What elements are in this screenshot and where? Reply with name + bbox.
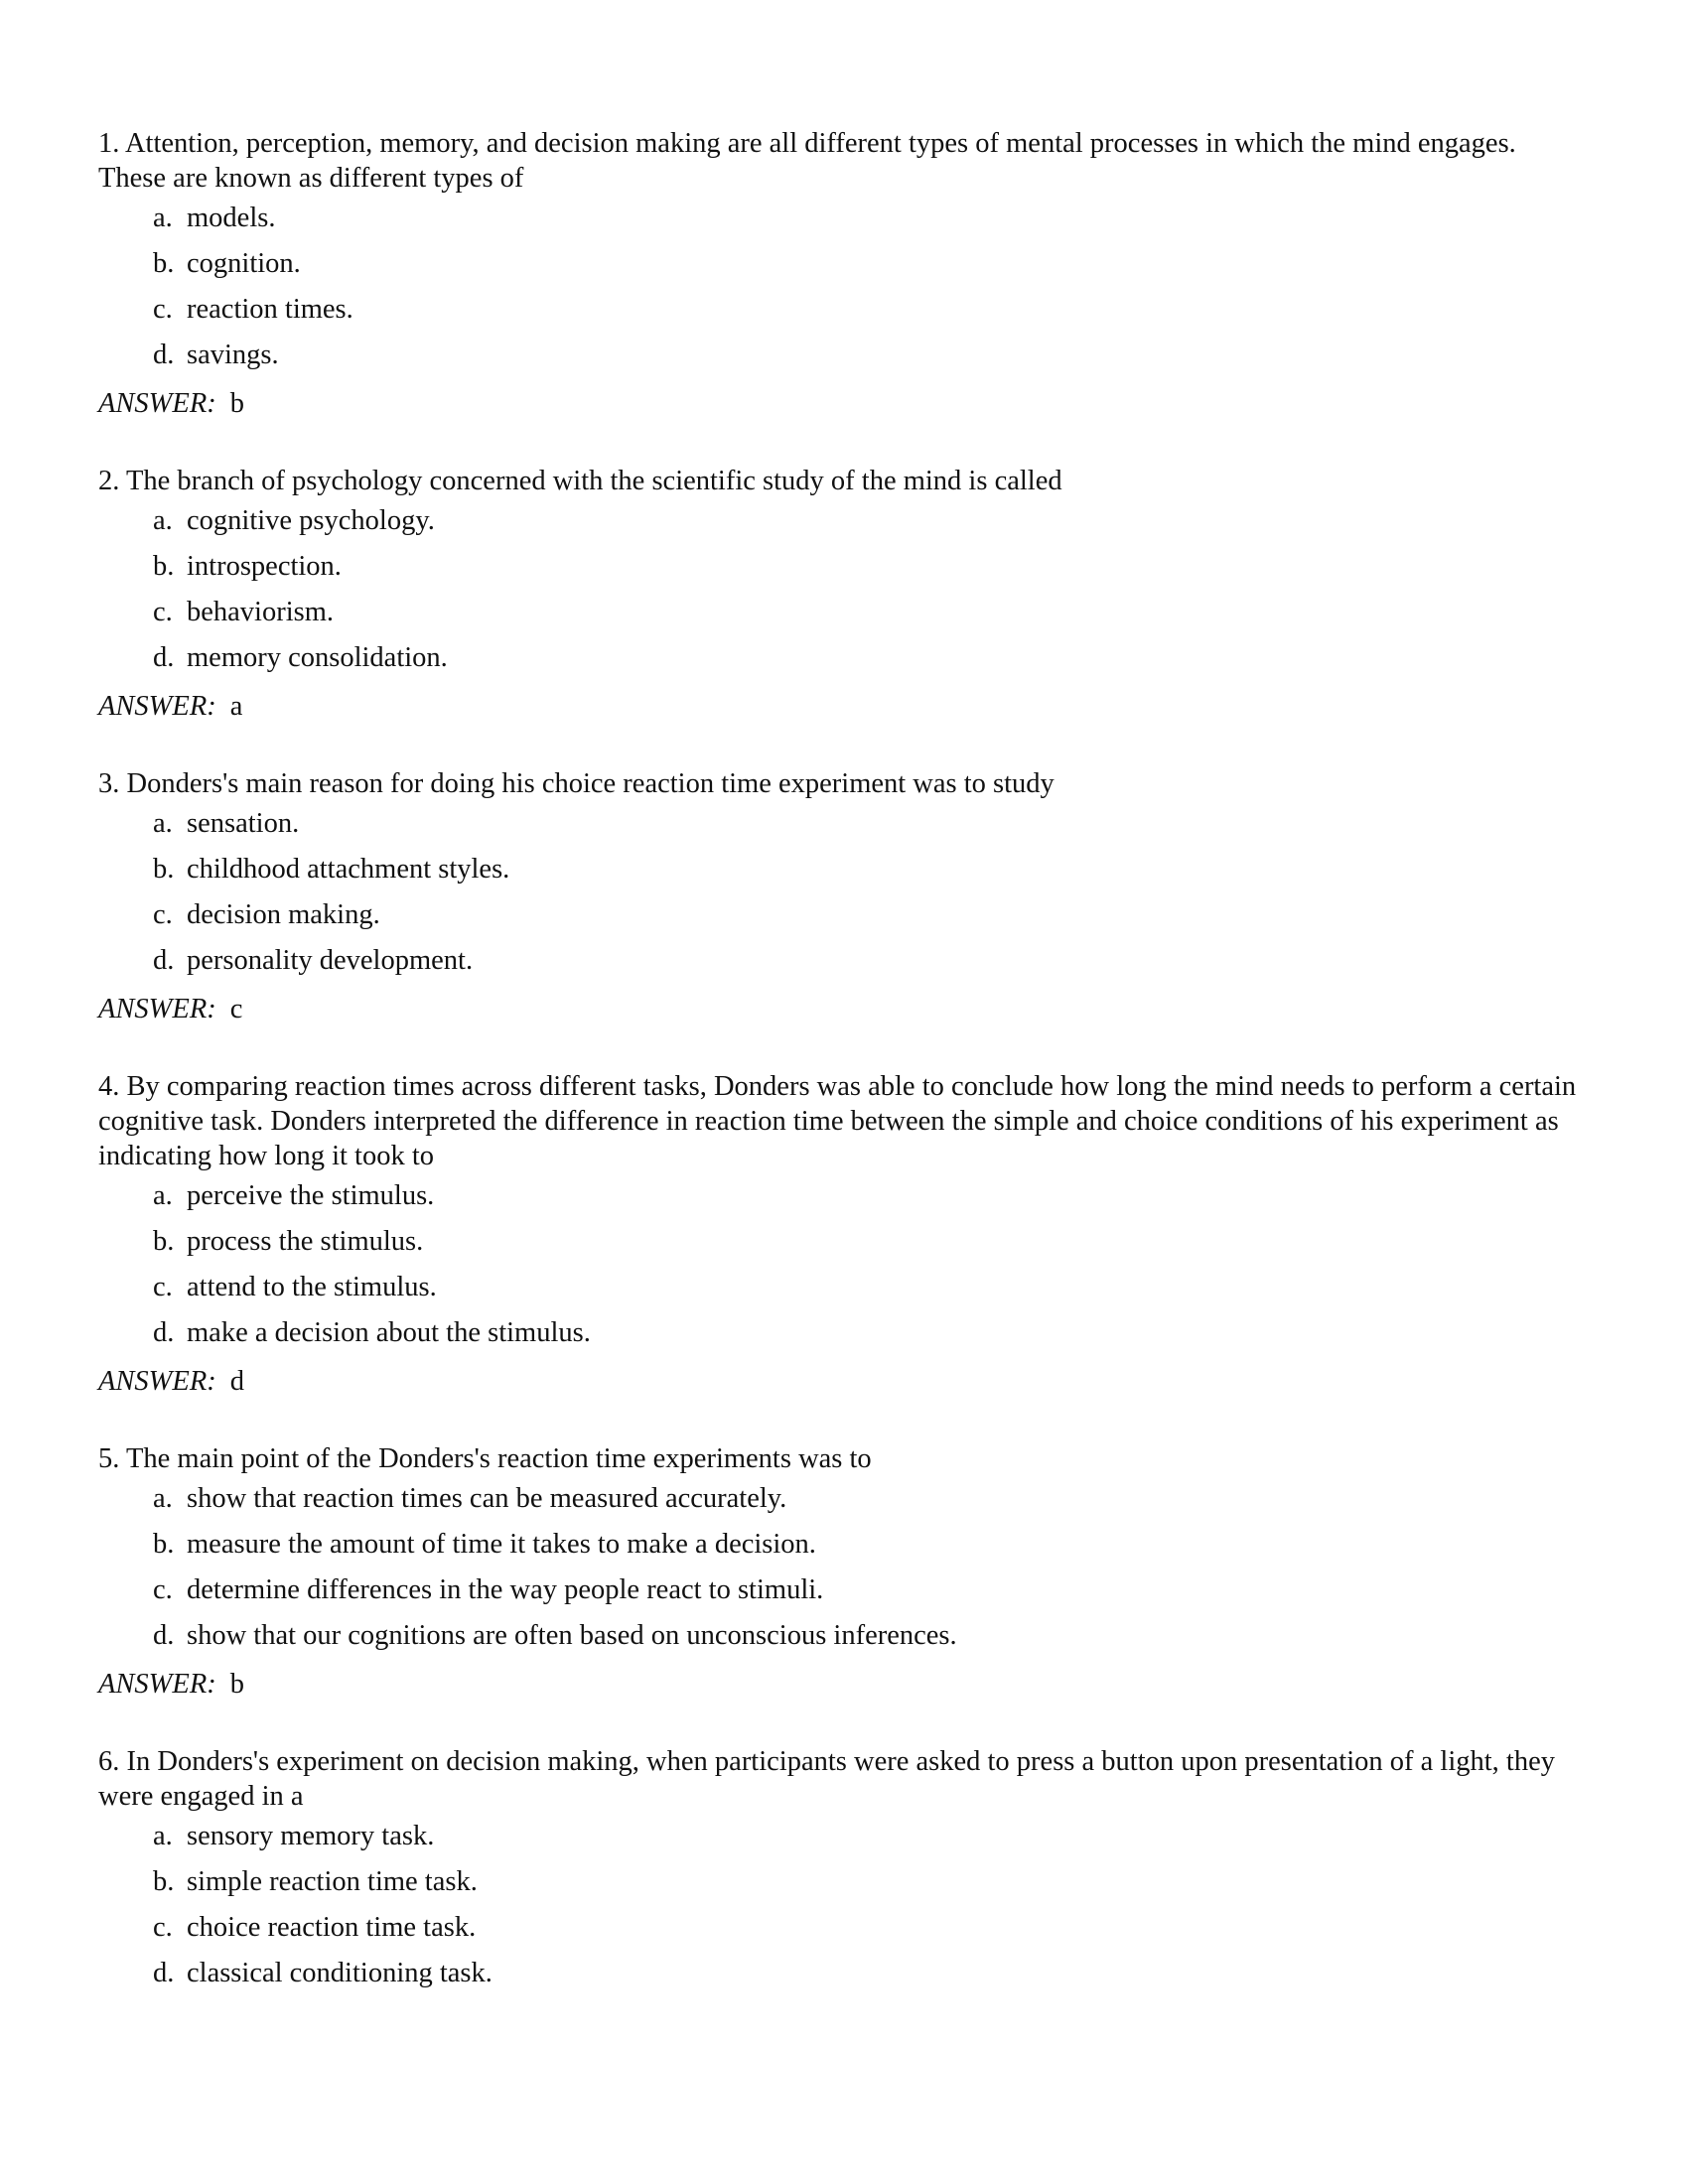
option-text: process the stimulus. xyxy=(187,1226,424,1257)
option-letter: a. xyxy=(153,1483,173,1514)
option-letter: c. xyxy=(153,294,173,325)
question-text: The branch of psychology concerned with the scientific study of the mind is called xyxy=(126,466,1062,496)
question-number: 4. xyxy=(98,1071,120,1102)
answer-option xyxy=(98,1522,1578,1568)
answer-option xyxy=(98,1814,1578,1859)
option-letter: c. xyxy=(153,1912,173,1943)
answer-option xyxy=(98,287,1578,333)
answer-option xyxy=(98,498,1578,544)
answer-value: b xyxy=(229,1669,244,1700)
question-text: Donders's main reason for doing his choice reaction time experiment was to study xyxy=(126,768,1055,799)
option-letter: d. xyxy=(153,642,175,673)
option-text: personality development. xyxy=(187,945,474,976)
answer-key xyxy=(98,684,1578,730)
option-text: choice reaction time task. xyxy=(187,1912,477,1943)
option-letter: c. xyxy=(153,899,173,930)
answer-label: ANSWER: xyxy=(98,388,216,419)
option-letter: d. xyxy=(153,340,175,370)
option-letter: c. xyxy=(153,597,173,627)
question-3 xyxy=(98,766,1578,1032)
answer-option xyxy=(98,1905,1578,1951)
option-letter: d. xyxy=(153,1317,175,1348)
question-4 xyxy=(98,1069,1578,1405)
question-stem xyxy=(98,1744,1578,1814)
question-stem xyxy=(98,766,1578,801)
option-text: cognition. xyxy=(187,248,301,279)
option-text: models. xyxy=(187,203,276,233)
answer-value: a xyxy=(229,691,243,722)
option-text: sensation. xyxy=(187,808,300,839)
answer-value: d xyxy=(229,1366,244,1397)
answer-option xyxy=(98,1476,1578,1522)
option-letter: a. xyxy=(153,1180,173,1211)
option-letter: a. xyxy=(153,808,173,839)
answer-option xyxy=(98,333,1578,378)
question-6 xyxy=(98,1744,1578,1996)
question-stem xyxy=(98,1069,1578,1173)
answer-option xyxy=(98,590,1578,635)
question-number: 6. xyxy=(98,1746,120,1777)
question-number: 3. xyxy=(98,768,120,799)
answer-option xyxy=(98,635,1578,681)
answer-option xyxy=(98,892,1578,938)
option-text: behaviorism. xyxy=(187,597,335,627)
question-stem xyxy=(98,1441,1578,1476)
question-text: In Donders's experiment on decision making, when participants were asked to press a button upon presentation of a light, they were engaged in a xyxy=(98,1746,1555,1812)
answer-key xyxy=(98,1359,1578,1405)
option-letter: c. xyxy=(153,1574,173,1605)
option-text: decision making. xyxy=(187,899,380,930)
answer-value: b xyxy=(229,388,244,419)
answer-option xyxy=(98,1310,1578,1356)
option-letter: b. xyxy=(153,248,175,279)
question-text: By comparing reaction times across different tasks, Donders was able to conclude how long the mind needs to perform a certain cognitive task. Donders interpreted the difference in reaction time between the simple and choice conditions of his experiment as indicating how long it took to xyxy=(98,1071,1577,1171)
option-letter: d. xyxy=(153,1958,175,1988)
option-text: memory consolidation. xyxy=(187,642,448,673)
answer-option xyxy=(98,1173,1578,1219)
answer-option xyxy=(98,1859,1578,1905)
answer-label: ANSWER: xyxy=(98,691,216,722)
option-text: classical conditioning task. xyxy=(187,1958,492,1988)
answer-option xyxy=(98,801,1578,847)
question-number: 5. xyxy=(98,1443,120,1474)
option-letter: b. xyxy=(153,854,175,885)
option-text: sensory memory task. xyxy=(187,1821,435,1851)
answer-option xyxy=(98,1613,1578,1659)
question-stem xyxy=(98,464,1578,498)
option-letter: a. xyxy=(153,505,173,536)
answer-option xyxy=(98,1265,1578,1310)
option-text: savings. xyxy=(187,340,279,370)
option-text: make a decision about the stimulus. xyxy=(187,1317,591,1348)
question-5 xyxy=(98,1441,1578,1707)
answer-option xyxy=(98,241,1578,287)
option-letter: d. xyxy=(153,945,175,976)
answer-option xyxy=(98,847,1578,892)
question-number: 1. xyxy=(98,128,120,159)
option-text: cognitive psychology. xyxy=(187,505,435,536)
option-text: attend to the stimulus. xyxy=(187,1272,437,1302)
option-letter: b. xyxy=(153,1226,175,1257)
answer-option xyxy=(98,544,1578,590)
option-letter: b. xyxy=(153,1866,175,1897)
option-text: childhood attachment styles. xyxy=(187,854,510,885)
option-text: measure the amount of time it takes to make a decision. xyxy=(187,1529,816,1560)
answer-option xyxy=(98,938,1578,984)
option-letter: b. xyxy=(153,551,175,582)
question-number: 2. xyxy=(98,466,120,496)
question-2 xyxy=(98,464,1578,730)
answer-key xyxy=(98,987,1578,1032)
option-text: show that our cognitions are often based on unconscious inferences. xyxy=(187,1620,957,1651)
question-1 xyxy=(98,126,1578,427)
option-text: perceive the stimulus. xyxy=(187,1180,435,1211)
answer-label: ANSWER: xyxy=(98,1366,216,1397)
question-document xyxy=(98,126,1578,2033)
option-letter: a. xyxy=(153,203,173,233)
option-text: show that reaction times can be measured accurately. xyxy=(187,1483,787,1514)
answer-key xyxy=(98,1662,1578,1707)
option-text: reaction times. xyxy=(187,294,353,325)
answer-option xyxy=(98,1219,1578,1265)
question-text: The main point of the Donders's reaction time experiments was to xyxy=(126,1443,872,1474)
option-text: simple reaction time task. xyxy=(187,1866,478,1897)
answer-option xyxy=(98,1568,1578,1613)
answer-value: c xyxy=(229,994,243,1024)
answer-option xyxy=(98,1951,1578,1996)
question-stem xyxy=(98,126,1578,196)
option-text: introspection. xyxy=(187,551,342,582)
option-text: determine differences in the way people react to stimuli. xyxy=(187,1574,824,1605)
answer-option xyxy=(98,196,1578,241)
option-letter: a. xyxy=(153,1821,173,1851)
answer-key xyxy=(98,381,1578,427)
option-letter: b. xyxy=(153,1529,175,1560)
option-letter: d. xyxy=(153,1620,175,1651)
answer-label: ANSWER: xyxy=(98,994,216,1024)
option-letter: c. xyxy=(153,1272,173,1302)
question-text: Attention, perception, memory, and decision making are all different types of mental processes in which the mind engages. These are known as different types of xyxy=(98,128,1516,194)
answer-label: ANSWER: xyxy=(98,1669,216,1700)
